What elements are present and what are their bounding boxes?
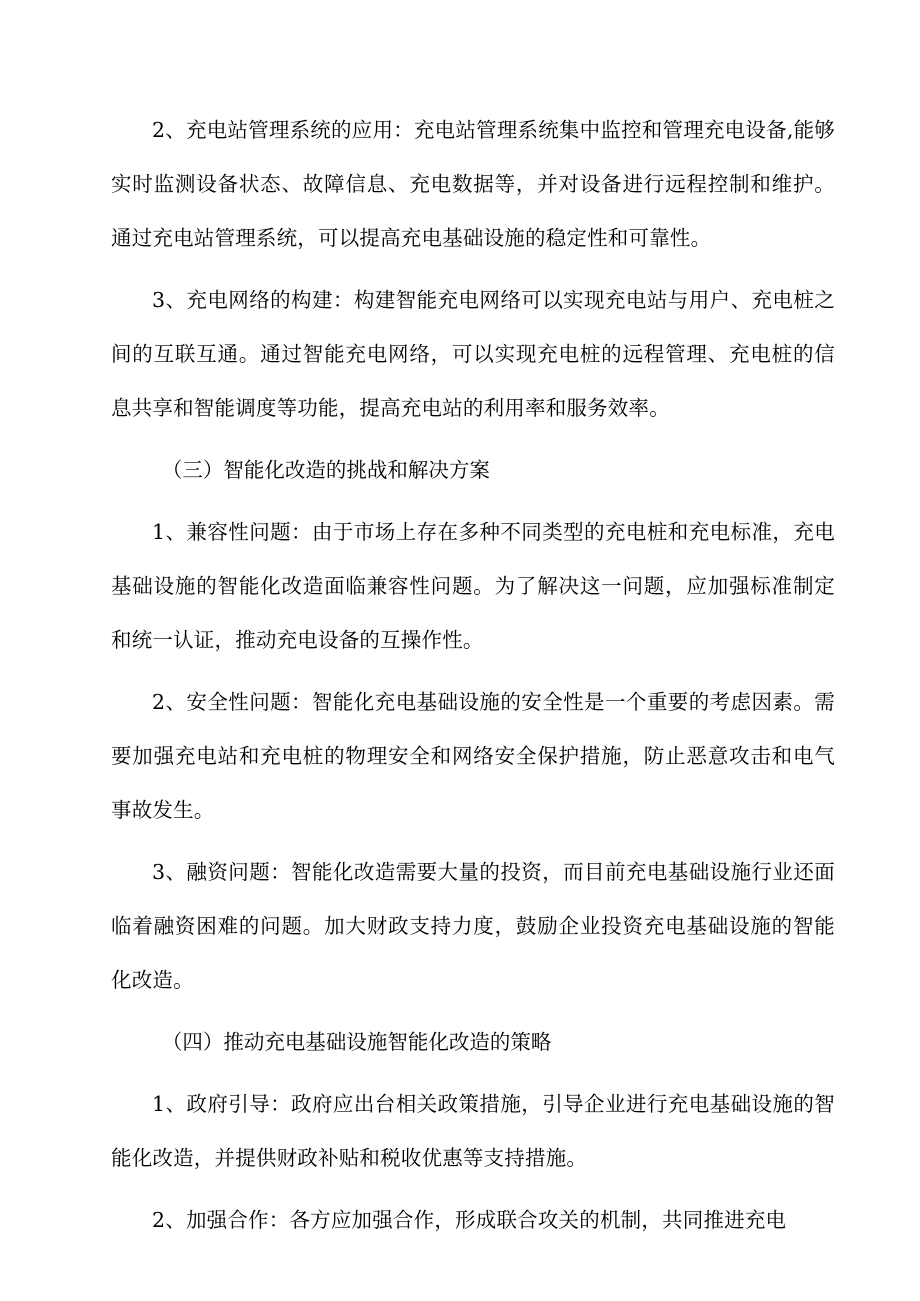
paragraph-financing: 3、融资问题：智能化改造需要大量的投资，而目前充电基础设施行业还面临着融资困难的问题。加大财政支持力度，鼓励企业投资充电基础设施的智能化改造。 (111, 860, 835, 992)
document-body (111, 103, 835, 1247)
paragraph-compatibility: 1、兼容性问题：由于市场上存在多种不同类型的充电桩和充电标准，充电基础设施的智能化改造面临兼容性问题。为了解决这一问题，应加强标准制定和统一认证，推动充电设备的互操作性。 (111, 520, 835, 652)
paragraph-government-guidance: 1、政府引导：政府应出台相关政策措施，引导企业进行充电基础设施的智能化改造，并提供财政补贴和税收优惠等支持措施。 (111, 1092, 835, 1170)
section-heading-strategies: （四）推动充电基础设施智能化改造的策略 (161, 1030, 552, 1054)
paragraph-station-management: 2、充电站管理系统的应用：充电站管理系统集中监控和管理充电设备,能够实时监测设备状态、故障信息、充电数据等，并对设备进行远程控制和维护。通过充电站管理系统，可以提高充电基础设施的稳定性和可靠性。 (111, 118, 835, 250)
section-heading-challenges: （三）智能化改造的挑战和解决方案 (161, 458, 490, 482)
paragraph-charging-network: 3、充电网络的构建：构建智能充电网络可以实现充电站与用户、充电桩之间的互联互通。通过智能充电网络，可以实现充电桩的远程管理、充电桩的信息共享和智能调度等功能，提高充电站的利用率和服务效率。 (111, 288, 835, 420)
paragraph-cooperation: 2、加强合作：各方应加强合作，形成联合攻关的机制，共同推进充电 (152, 1208, 787, 1232)
paragraph-security: 2、安全性问题：智能化充电基础设施的安全性是一个重要的考虑因素。需要加强充电站和充电桩的物理安全和网络安全保护措施，防止恶意攻击和电气事故发生。 (111, 690, 835, 822)
